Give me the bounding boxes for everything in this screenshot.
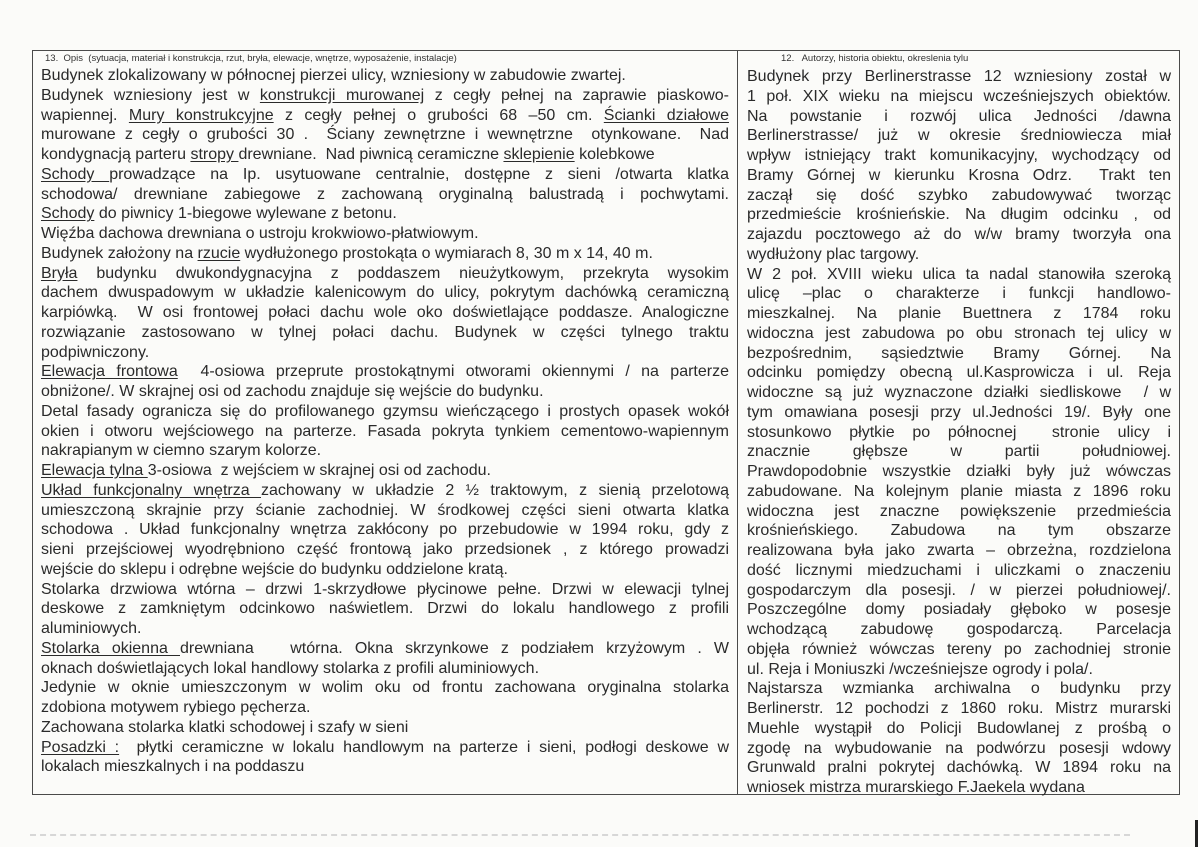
text-segment: zajazdu pocztowego aż do w/w bramy tworzyła ona	[747, 226, 1171, 243]
text-line	[41, 560, 729, 580]
text-line	[41, 441, 729, 461]
text-line	[747, 758, 1171, 778]
text-line	[747, 166, 1171, 186]
text-line	[41, 323, 729, 343]
text-segment: umieszczoną skrajnie przy ścianie zachodniej. W środkowej części sieni otwarta klatka	[41, 501, 729, 519]
text-segment: rozwiązanie zastosowano w tylnej połaci dachu. Budynek w części tylnego traktu	[41, 323, 729, 341]
text-segment: dachem dwuspadowym w układzie kalenicowym do ulicy, pokrytym dachówką ceramiczną	[41, 284, 729, 302]
underlined-term: rzucie	[197, 244, 241, 262]
text-line	[747, 521, 1171, 541]
text-line	[747, 225, 1171, 245]
text-segment: widoczne są już wyznaczone działki siedliskowe / w	[747, 384, 1171, 401]
underlined-term: Schody	[41, 205, 95, 223]
text-segment: schodowa/ drewniane zabiegowe z zachowaną oryginalną balustradą i pochwytami.	[41, 185, 729, 203]
text-segment: prowadzące na Ip. usytuowane centralnie, dostępne z sieni /otwarta klatka	[109, 165, 730, 183]
underlined-term: Mury konstrukcyjne	[128, 106, 274, 124]
text-line	[41, 303, 729, 323]
text-segment: Grunwald pralni pokrytej dachówką. W 1894 roku na	[747, 759, 1171, 777]
text-line	[41, 402, 729, 422]
text-segment: zabudowane. Na kolejnym planie miasta z 1896 roku	[747, 482, 1171, 500]
text-line	[41, 678, 729, 698]
text-segment: podpiwniczony.	[41, 343, 150, 361]
text-line	[747, 146, 1171, 166]
text-segment: obniżone/. W skrajnej osi od zachodu znajduje się wejście do budynku.	[41, 383, 544, 400]
text-line	[747, 699, 1171, 719]
text-line	[41, 422, 729, 442]
text-segment: 4-osiowa przeprute prostokątnymi otworami okiennymi / na parterze	[177, 363, 729, 381]
text-segment: zgodę na wybudowanie na podwórzu posesji wdowy	[747, 739, 1171, 757]
text-segment: karpiówką. W osi frontowej połaci dachu wole oko doświetlające poddasze. Analogiczne	[41, 304, 729, 321]
text-segment: z cegły pełnej na zaprawie piaskowo-	[424, 86, 730, 104]
text-line	[41, 382, 729, 402]
history-header: 12. Autorzy, historia obiektu, okreslenia tylu	[781, 53, 969, 64]
text-line	[747, 482, 1171, 502]
text-line	[41, 343, 729, 363]
text-segment: Bramy Górnej w kierunku Krosna Odrz. Trakt ten	[747, 166, 1171, 184]
text-segment: znacznie głębsze w partii południowej.	[747, 443, 1171, 461]
text-segment: Na powstanie i rozwój ulica Jedności /dawna	[747, 107, 1171, 125]
text-segment: zachowany w układzie 2 ½ traktowym, z sienią przelotową	[260, 481, 729, 499]
text-segment: wpływ istniejący trakt komunikacyjny, wychodzący od	[747, 147, 1171, 164]
text-segment: tym omawiana posesji przy ul.Jedności 19/. Były one	[747, 403, 1171, 421]
text-segment: murowane z cegły o grubości 30 . Ściany zewnętrzne i wewnętrzne otynkowane. Nad	[41, 126, 729, 144]
text-line	[41, 125, 729, 145]
text-segment: wchodzącą zabudowę gospodarczą. Parcelacja	[747, 621, 1171, 638]
text-segment: sieni przejściowej wyodrębniono część frontową jako przedsionek , z którego prowadzi	[41, 541, 729, 558]
text-line	[41, 619, 729, 639]
text-segment: widoczna jest zabudowa po obu stronach tej ulicy w	[747, 324, 1171, 342]
text-line	[747, 245, 1171, 265]
underlined-term: konstrukcji murowanej	[259, 86, 425, 104]
text-segment: krośnieńskiego. Zabudowa na tym obszarze	[747, 522, 1171, 540]
text-line	[747, 620, 1171, 640]
text-line	[41, 639, 729, 659]
underlined-term: Ścianki działowe	[603, 106, 730, 124]
text-segment: Budynek przy Berlinerstrasse 12 wzniesiony został w	[747, 68, 1171, 85]
text-line	[41, 757, 729, 777]
text-line	[41, 599, 729, 619]
text-segment: zdobiona motywem rybiego pęcherza.	[41, 699, 311, 716]
text-line	[747, 640, 1171, 660]
text-segment: zaczął się dość szybko zabudowywać tworząc	[747, 186, 1171, 204]
text-line	[747, 462, 1171, 482]
text-line	[41, 145, 729, 165]
form-table	[32, 50, 1180, 795]
text-segment: stosunkowo płytkie po północnej stronie ulicy i	[747, 423, 1171, 441]
text-segment: mieszkalnej. Na planie Buettnera z 1784 roku	[747, 305, 1171, 322]
text-line	[747, 383, 1171, 403]
text-line	[41, 224, 729, 244]
text-line	[747, 660, 1171, 680]
text-segment: realizowana była jako zwarta – obrzeżna, rozdzielona	[747, 542, 1171, 559]
text-line	[747, 719, 1171, 739]
underlined-term: Stolarka okienna	[41, 639, 180, 657]
text-line	[747, 581, 1171, 601]
history-text	[747, 67, 1171, 798]
text-segment: wejście do sklepu i odrębne wejście do budynku oddzielone kratą.	[41, 560, 508, 578]
text-line	[41, 540, 729, 560]
text-line	[41, 264, 729, 284]
text-line	[747, 423, 1171, 443]
text-segment: deskowe z zamkniętym odcinkowo naświetlem. Drzwi do lokalu handlowego z profili	[41, 600, 729, 618]
underlined-term: Elewacja tylna	[41, 462, 148, 479]
underlined-term: Elewacja frontowa	[41, 363, 178, 381]
text-line	[41, 244, 729, 264]
text-line	[747, 344, 1171, 364]
text-segment: ul. Reja i Moniuszki /wcześniejsze ogrody i pola/.	[747, 660, 1093, 678]
text-line	[747, 87, 1171, 107]
text-segment: oknach doświetlających lokal handlowy stolarka z profili aluminiowych.	[41, 659, 540, 677]
text-line	[41, 461, 729, 481]
text-segment: gospodarczym dla posesji. / w pierzei południowej/.	[747, 581, 1171, 599]
text-line	[747, 739, 1171, 759]
text-line	[41, 66, 729, 86]
text-line	[747, 265, 1171, 285]
text-segment: Muehle wystąpił do Policji Budowlanej z prośbą o	[747, 719, 1171, 737]
text-segment: okien i otworu wejściowego na parterze. Fasada pokryta tynkiem cementowo-wapiennym	[41, 422, 729, 440]
text-line	[747, 67, 1171, 87]
text-segment: wydłużonego prostokąta o wymiarach 8, 30 m x 14, 40 m.	[240, 244, 653, 262]
text-segment: płytki ceramiczne w lokalu handlowym na parterze i sieni, podłogi deskowe w	[119, 738, 729, 756]
text-line	[747, 363, 1171, 383]
text-line	[41, 106, 729, 126]
text-line	[41, 520, 729, 540]
text-line	[747, 403, 1171, 423]
text-segment: nakrapianym w ciemno szarym kolorze.	[41, 442, 322, 460]
text-line	[41, 283, 729, 303]
text-segment: W 2 poł. XVIII wieku ulica ta nadal stanowiła szeroką	[747, 265, 1171, 283]
text-line	[41, 165, 729, 185]
text-segment: Detal fasady ogranicza się do profilowanego gzymsu wieńczącego i prostych opasek wokół	[41, 402, 729, 420]
text-segment: 1 poł. XIX wieku na miejscu wcześniejszych obiektów.	[747, 87, 1171, 105]
text-line	[41, 501, 729, 521]
text-segment: 3-osiowa z wejściem w skrajnej osi od zachodu.	[147, 462, 491, 479]
text-segment: Poszczególne domy posiadały głęboko w posesje	[747, 601, 1171, 619]
text-segment: Budynek wzniesiony jest w	[41, 86, 260, 104]
text-line	[41, 738, 729, 758]
text-line	[41, 718, 729, 738]
text-segment: Jedynie w oknie umieszczonym w wolim oku od frontu zachowana oryginalna stolarka	[41, 679, 729, 697]
text-line	[747, 205, 1171, 225]
text-segment: odcinku pomiędzy obecną ul.Kasprowicza i ul. Reja	[747, 364, 1171, 382]
text-line	[747, 600, 1171, 620]
text-line	[41, 481, 729, 501]
text-segment: aluminiowych.	[41, 620, 142, 637]
text-line	[747, 442, 1171, 462]
underlined-term: Posadzki :	[41, 738, 120, 756]
text-line	[747, 561, 1171, 581]
text-segment: drewniane. Nad piwnicą ceramiczne	[238, 146, 504, 163]
text-line	[747, 107, 1171, 127]
text-line	[747, 502, 1171, 522]
text-segment: lokalach mieszkalnych i na poddaszu	[41, 758, 305, 776]
text-segment: wapiennej.	[41, 106, 129, 124]
text-segment: drewniana wtórna. Okna skrzynkowe z podziałem krzyżowym . W	[180, 639, 729, 657]
text-line	[747, 778, 1171, 798]
text-segment: Zachowana stolarka klatki schodowej i szafy w sieni	[41, 718, 409, 736]
text-line	[41, 86, 729, 106]
text-segment: widoczna jest znaczne powiększenie przedmieścia	[747, 502, 1171, 520]
text-segment: wydłużony plac targowy.	[747, 245, 920, 263]
underlined-term: Bryła	[41, 264, 78, 282]
text-line	[41, 204, 729, 224]
text-line	[747, 304, 1171, 324]
text-segment: objęła również wówczas tereny po zachodniej stronie	[747, 640, 1171, 658]
text-line	[747, 284, 1171, 304]
text-line	[747, 186, 1171, 206]
text-line	[41, 362, 729, 382]
text-segment: Stolarka drzwiowa wtórna – drzwi 1-skrzydłowe płycinowe pełne. Drzwi w elewacji tylnej	[41, 580, 729, 598]
text-segment: Budynek zlokalizowany w północnej pierzei ulicy, wzniesiony w zabudowie zwartej.	[41, 67, 626, 84]
text-segment: przedmieście krośnieńskie. Na długim odcinku , od	[747, 206, 1171, 224]
text-segment: budynku dwukondygnacyjna z poddaszem nieużytkowym, przekryta wysokim	[77, 264, 729, 282]
description-column	[33, 51, 738, 794]
description-text	[41, 66, 729, 777]
history-column	[738, 51, 1179, 794]
text-line	[747, 541, 1171, 561]
description-header: 13. Opis (sytuacja, materiał i konstrukcja, rzut, bryła, elewacje, wnętrze, wyposażenie, instalacje)	[45, 53, 457, 64]
underlined-term: Układ funkcjonalny wnętrza	[41, 481, 261, 499]
text-segment: schodowa . Układ funkcjonalny wnętrza zakłócony po przebudowie w 1994 roku, gdy z	[41, 521, 729, 539]
text-line	[747, 126, 1171, 146]
scan-artifact-line	[30, 834, 1130, 836]
text-segment: kondygnacją parteru	[41, 146, 191, 163]
text-line	[41, 659, 729, 679]
text-segment: Najstarsza wzmianka archiwalna o budynku przy	[747, 680, 1171, 698]
text-segment: bezpośrednim, sąsiedztwie Bramy Górnej. Na	[747, 344, 1171, 362]
text-line	[41, 580, 729, 600]
text-segment: wniosek mistrza murarskiego F.Jaekela wydana	[747, 779, 1085, 796]
text-segment: Prawdopodobnie wszystkie działki były już wówczas	[747, 463, 1171, 480]
text-line	[41, 185, 729, 205]
text-line	[747, 324, 1171, 344]
text-segment: Berlinerstrasse/ już w okresie średniowiecza miał	[747, 127, 1171, 145]
text-segment: Budynek założony na	[41, 244, 198, 262]
text-segment: ulicę –plac o charakterze i funkcji handlowo-	[747, 285, 1171, 303]
text-line	[41, 698, 729, 718]
text-segment: Berlinerstr. 12 pochodzi z 1860 roku. Mistrz murarski	[747, 700, 1171, 717]
text-segment: do piwnicy 1-biegowe wylewane z betonu.	[94, 205, 397, 223]
underlined-term: Schody	[41, 165, 110, 183]
underlined-term: stropy	[190, 146, 239, 163]
text-line	[747, 679, 1171, 699]
text-segment: dość licznymi miedzuchami i uliczkami o znaczeniu	[747, 561, 1171, 579]
text-segment: kolebkowe	[574, 146, 655, 163]
text-segment: Więźba dachowa drewniana o ustroju krokwiowo-płatwiowym.	[41, 225, 479, 242]
underlined-term: sklepienie	[503, 146, 575, 163]
text-segment: z cegły pełnej o grubości 68 –50 cm.	[273, 106, 604, 124]
